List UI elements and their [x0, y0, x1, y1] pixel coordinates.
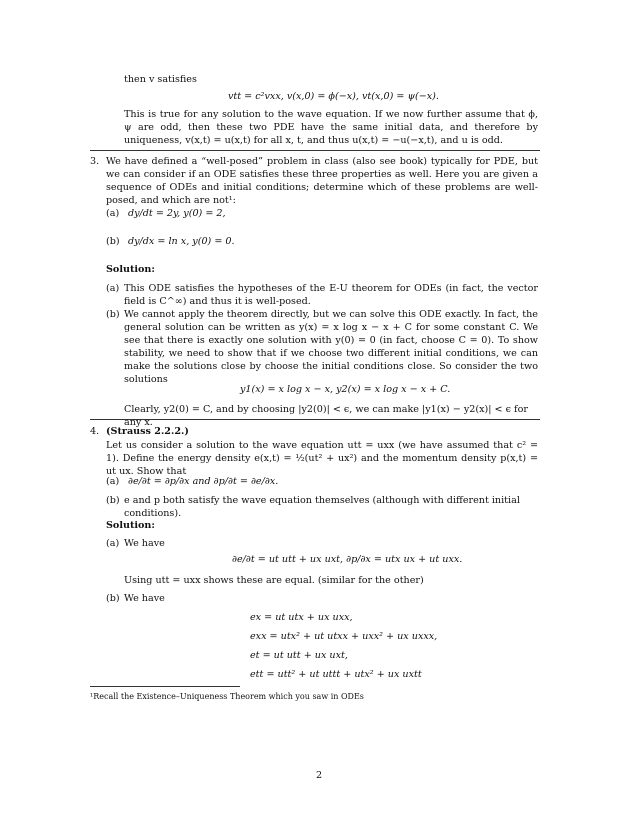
p4-sa-text: We have — [124, 538, 165, 549]
p4-eq-ett: ett = utt² + ut uttt + utx² + ux uxtt — [250, 669, 422, 680]
page-number: 2 — [315, 770, 323, 781]
p4-a-equation: ∂e/∂t = ∂p/∂x and ∂p/∂t = ∂e/∂x. — [128, 476, 279, 487]
p4-eq-exx: exx = utx² + ut utxx + uxx² + ux uxxx, — [250, 631, 438, 642]
p3-sb-equation: y1(x) = x log x − x, y2(x) = x log x − x + C. — [240, 384, 451, 395]
p4-a-label: (a) — [106, 476, 120, 487]
problem-4-heading: (Strauss 2.2.2.) — [106, 426, 189, 437]
p3-sb-text: We cannot apply the theorem directly, but we can solve this ODE exactly. In fact, the general solution can be written as y(x) = x log x − x + C for some constant C. We see that there is exactly one solution with y(0) = 0 (in fact, choose C = 0). To show stability, we need to show that if we choose two different initial conditions, we can make the solutions close by choose the initial conditions close. So consider the two solutions — [124, 309, 538, 385]
p4-sa-equation: ∂e/∂t = ut utt + ux uxt, ∂p/∂x = utx ux + ut uxx. — [232, 554, 463, 565]
footnote-rule — [90, 686, 240, 687]
p3-sa-text: This ODE satisfies the hypotheses of the E-U theorem for ODEs (in fact, the vector field is C^∞) and thus it is well-posed. — [124, 283, 538, 307]
odd-paragraph: This is true for any solution to the wave equation. If we now further assume that ϕ, ψ are odd, then these two PDE have the same initial data, and therefore by uniqueness, v(x,t) = u(x,t) for all x, t, and thus u(x,t) = −u(−x,t), and u is odd. — [124, 109, 538, 146]
footnote: ¹Recall the Existence–Uniqueness Theorem which you saw in ODEs — [90, 692, 364, 701]
p3-sb-label: (b) — [106, 309, 120, 320]
problem-3-text: We have defined a “well-posed” problem in class (also see book) typically for PDE, but we can consider if an ODE satisfies these three properties as well. Here you are given a sequence of ODEs and initial conditions; determine which of these problems are well-posed, and which are not¹: — [106, 156, 538, 206]
p3-b-label: (b) — [106, 236, 120, 247]
p4-b-text: e and p both satisfy the wave equation themselves (although with different initial conditions). — [124, 495, 520, 519]
p4-eq-ex: ex = ut utx + ux uxx, — [250, 612, 353, 623]
equation-v: vtt = c²vxx, v(x,0) = ϕ(−x), vt(x,0) = ψ(−x). — [228, 91, 439, 102]
p4-b-label: (b) — [106, 495, 120, 506]
p4-sa-conclusion: Using utt = uxx shows these are equal. (similar for the other) — [124, 575, 424, 586]
p4-sb-label: (b) — [106, 593, 120, 604]
p3-sb-conclusion: Clearly, y2(0) = C, and by choosing |y2(0)| < ϵ, we can make |y1(x) − y2(x)| < ϵ for any x. — [124, 404, 528, 428]
p3-solution-heading: Solution: — [106, 264, 155, 275]
p3-a-equation: dy/dt = 2y, y(0) = 2, — [128, 208, 226, 219]
p3-b-equation: dy/dx = ln x, y(0) = 0. — [128, 236, 235, 247]
p3-a-label: (a) — [106, 208, 120, 219]
p4-sb-text: We have — [124, 593, 165, 604]
problem-4-number: 4. — [90, 426, 100, 437]
p4-solution-heading: Solution: — [106, 520, 155, 531]
divider-mid — [90, 419, 540, 420]
problem-4-text: Let us consider a solution to the wave equation utt = uxx (we have assumed that c² = 1). Define the energy density e(x,t) = ½(ut² + ux²) and the momentum density p(x,t) = ut ux. Show that — [106, 440, 538, 477]
p4-eq-et: et = ut utt + ux uxt, — [250, 650, 348, 661]
problem-3-number: 3. — [90, 156, 100, 167]
p3-sa-label: (a) — [106, 283, 120, 294]
then-line: then v satisfies — [124, 74, 197, 85]
p4-sa-label: (a) — [106, 538, 120, 549]
divider-top — [90, 150, 540, 151]
